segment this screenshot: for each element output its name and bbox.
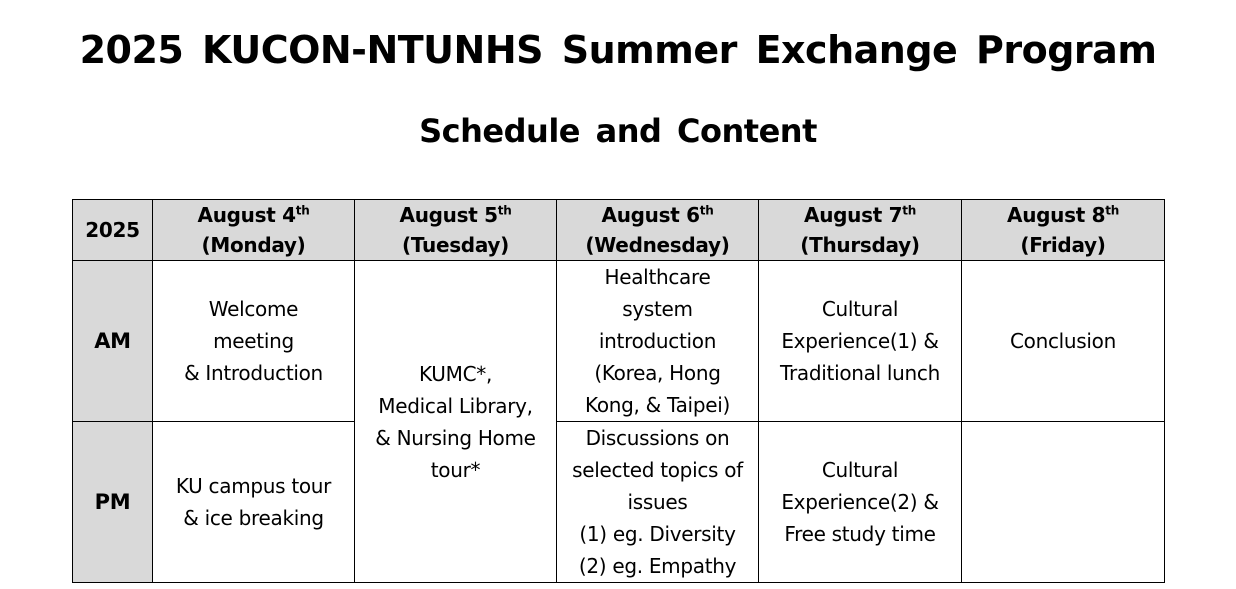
day-weekday: (Friday) [1020,233,1106,257]
cell-thursday-pm [759,422,962,583]
cell-monday-pm [153,422,355,583]
day-header-tuesday [355,200,557,261]
cell-line: Welcome [208,297,299,321]
header-row [73,200,1165,261]
cell-line: tour* [430,457,481,482]
cell-line: Free study time [784,522,936,546]
cell-friday-am [962,261,1165,422]
day-date: August 5 [399,203,498,227]
page-subtitle: Schedule and Content [419,112,817,150]
schedule-table [72,199,1165,583]
cell-wednesday-am [557,261,759,422]
cell-line: Medical Library, [378,393,533,418]
am-label: AM [73,261,153,422]
cell-thursday-am [759,261,962,422]
day-weekday: (Monday) [201,233,306,257]
cell-line: (1) eg. Diversity [579,522,736,546]
day-date: August 4 [197,203,296,227]
day-header-monday [153,200,355,261]
day-date: August 6 [601,203,700,227]
cell-line: Conclusion [1010,329,1116,353]
day-date-suffix: th [1105,203,1119,218]
day-date-suffix: th [699,203,714,218]
day-date-suffix: th [497,203,512,218]
cell-line: meeting [213,329,294,353]
cell-line: Experience(1) & [781,329,939,353]
day-header-thursday [759,200,962,261]
cell-line: (2) eg. Empathy [578,554,737,578]
cell-line: Cultural [821,297,899,321]
cell-line: issues [627,490,688,514]
page-title: 2025 KUCON-NTUNHS Summer Exchange Program [79,28,1157,72]
cell-monday-am [153,261,355,422]
day-header-friday [962,200,1165,261]
cell-line: & Introduction [184,361,323,385]
cell-tuesday-all-day [355,261,557,583]
am-row [73,261,1165,422]
cell-line: system [622,297,693,321]
cell-line: Healthcare [604,265,711,289]
cell-line: Traditional lunch [780,361,940,385]
cell-line: & ice breaking [183,506,324,530]
year-header: 2025 [73,200,153,261]
pm-row [73,422,1165,583]
cell-line: selected topics of [572,458,743,482]
day-date-suffix: th [295,203,310,218]
cell-line: Experience(2) & [781,490,939,514]
day-weekday: (Tuesday) [402,233,509,257]
day-header-wednesday [557,200,759,261]
day-weekday: (Thursday) [800,233,920,257]
cell-friday-pm [962,422,1165,583]
cell-line: KU campus tour [175,474,332,498]
cell-line: introduction [598,329,717,353]
cell-line: & Nursing Home [375,425,536,450]
pm-label: PM [73,422,153,583]
day-weekday: (Wednesday) [585,233,730,257]
cell-wednesday-pm [557,422,759,583]
cell-line: (Korea, Hong [594,361,721,385]
day-date-suffix: th [902,203,916,218]
cell-line: Discussions on [585,426,730,450]
cell-line: Kong, & Taipei) [585,393,730,417]
cell-line: KUMC*, [419,361,492,386]
cell-line: Cultural [821,458,899,482]
day-date: August 8 [1007,203,1106,227]
day-date: August 7 [804,203,903,227]
